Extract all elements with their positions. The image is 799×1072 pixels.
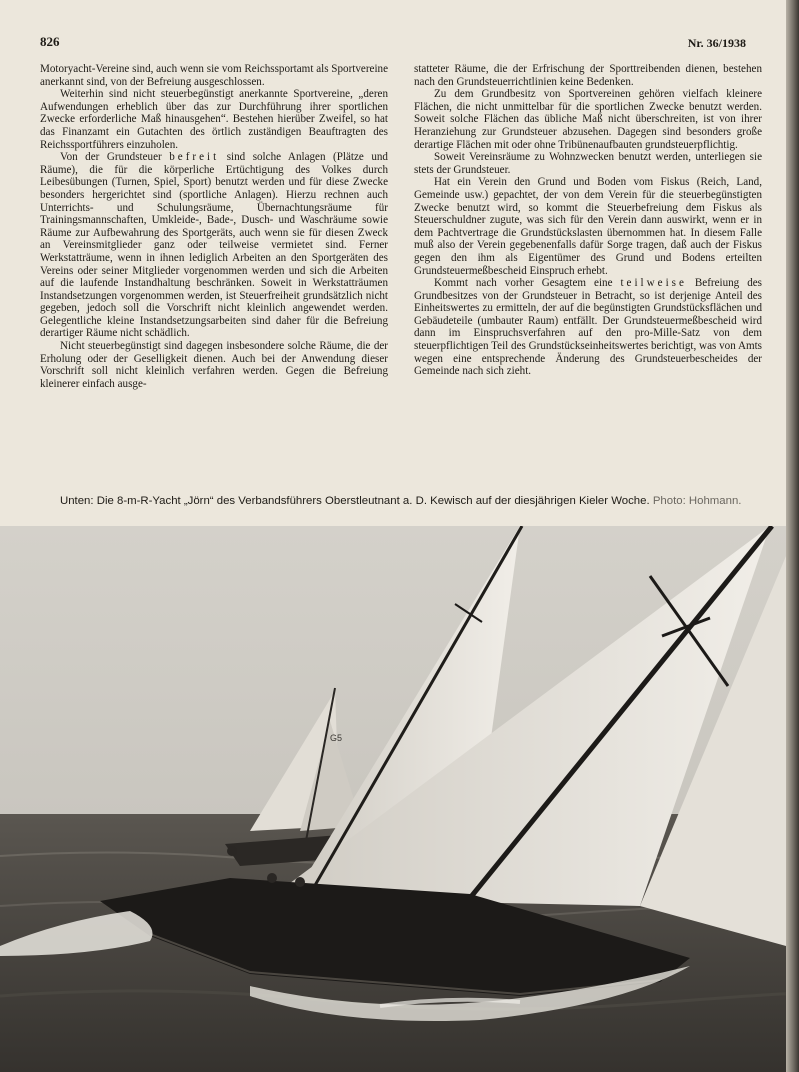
photo-caption — [60, 495, 770, 507]
article-body — [40, 63, 762, 493]
paragraph: Nicht steuerbegünstigt sind dagegen insbesondere solche Räume, die der Erholung oder der Geselligkeit dienen. Auch bei der Anwendung dieser Vorschrift soll nicht kleinlich verfahren werden. Gegen die Befreiung kleinerer einfach ausge- — [40, 340, 388, 390]
paragraph-start: Von der Grundsteuer — [60, 151, 162, 164]
caption-text: Unten: Die 8-m-R-Yacht „Jörn“ des Verbandsführers Oberstleutnant a. D. Kewisch auf der diesjährigen Kieler Woche. — [60, 495, 650, 507]
paragraph: Motoryacht-Vereine sind, auch wenn sie vom Reichssportamt als Sportvereine anerkannt sind, von der Befreiung ausgeschlossen. — [40, 63, 388, 88]
crew-figure — [267, 873, 277, 883]
paragraph: Weiterhin sind nicht steuerbegünstigt anerkannte Sportvereine, „deren Aufwendungen erheblich über das zur Durchführung ihrer sportlichen Zwecke erforderliche Maß hinausgehen“. Bestehen hierüber Zweifel, so hat das Finanzamt ein Gutachten des örtlich zuständigen Beauftragten des Reichssportführers einzuholen. — [40, 88, 388, 151]
crew-figure — [227, 846, 237, 856]
yacht-photo-illustration — [0, 526, 786, 1072]
left-column — [40, 63, 388, 493]
emphasized-word: befreit — [169, 151, 220, 164]
paragraph: Zu dem Grundbesitz von Sportvereinen gehören vielfach kleinere Flächen, die nicht unmittelbar für die sportlichen Zwecke benutzt werden. Soweit solche Flächen das übliche Maß nicht überschreiten, ist von ihrer Heranziehung zur Grundsteuer abzusehen. Dagegen sind besonders große derartige Flächen mit oder ohne Tribünenaufbauten grundsteuerpflichtig. — [414, 88, 762, 151]
paragraph: Soweit Vereinsräume zu Wohnzwecken benutzt werden, unterliegen sie stets der Grundsteuer. — [414, 151, 762, 176]
emphasized-word: teilweise — [620, 277, 687, 290]
right-column — [414, 63, 762, 493]
issue-number: Nr. 36/1938 — [687, 36, 746, 50]
paragraph: statteter Räume, die der Erfrischung der Sporttreibenden dienen, bestehen nach den Grundsteuerrichtlinien keine Bedenken. — [414, 63, 762, 88]
paragraph-start: Kommt nach vorher Gesagtem eine — [434, 277, 613, 290]
paragraph-rest: sind solche Anlagen (Plätze und Räume), die für die körperliche Ertüchtigung des Volkes durch Leibesübungen (Turnen, Spiel, Sport) benutzt werden und für diese Zwecke besonders hergerichtet sind (sportliche Anlagen). Hierzu rechnen auch Unterrichts- und Schulungsräume, Übernachtungsräume für Trainingsmannschaften, Umkleide-, Bade-, Dusch- und Waschräume sowie Räume zur Aufbewahrung des Sportgeräts, auch wenn sie für diesen Zweck an Vereinsmitglieder ganz oder teilweise vermietet sind. Ferner Werkstatträume, wenn in ihnen lediglich Arbeiten an den Sportgeräten des Vereins oder seiner Mitglieder vorgenommen werden und sich die Arbeiten auf die laufende Instandhaltung beschränken. Soweit in Werkstatträumen Instandsetzungen vorgenommen werden, ist Steuerfreiheit grundsätzlich nicht gegeben, jedoch soll die Vorschrift nicht kleinlich angewendet werden. Gelegentliche kleine Instandsetzungsarbeiten sind daher für die Befreiung derartiger Räume nicht schädlich. — [40, 151, 388, 340]
book-spine — [786, 0, 799, 1072]
paragraph-rest: Befreiung des Grundbesitzes von der Grundsteuer in Betracht, so ist derjenige Anteil des Einheitswertes zu ermitteln, der auf die begünstigten Grundstücksflächen und Gebäudeteile (umbauter Raum) entfällt. Der Grundsteuermeßbescheid wird dann im Einspruchsverfahren auf den pro-Mille-Satz von dem steuerpflichtigen Teil des Grundstückseinheitswertes berichtigt, was von Amts wegen eine entsprechende Änderung des Grundsteuerbescheides der Gemeinde nach sich zieht. — [414, 277, 762, 378]
yacht-photo — [0, 526, 786, 1072]
sail-number: G5 — [330, 733, 343, 743]
paragraph: Hat ein Verein den Grund und Boden vom Fiskus (Reich, Land, Gemeinde usw.) gepachtet, der von dem Verein für die steuerbegünstigten Zwecke benutzt wird, so kommt die Steuerbefreiung dem Fiskus als Steuerschuldner zugute, was sich für den Verein dann auswirkt, wenn er in dem Pachtvertrage die Grundstückslasten übernommen hat. In diesem Falle muß also der Verein gegebenenfalls dafür Sorge tragen, daß auch der Fiskus gegen den ihm als Eigentümer des Grund und Bodens erteilten Grundsteuermeßbescheid Einspruch erhebt. — [414, 176, 762, 277]
crew-figure — [295, 877, 305, 887]
paragraph — [414, 277, 762, 378]
page-number: 826 — [40, 34, 60, 49]
paragraph — [40, 151, 388, 340]
photo-credit: Photo: Hohmann. — [652, 495, 742, 507]
